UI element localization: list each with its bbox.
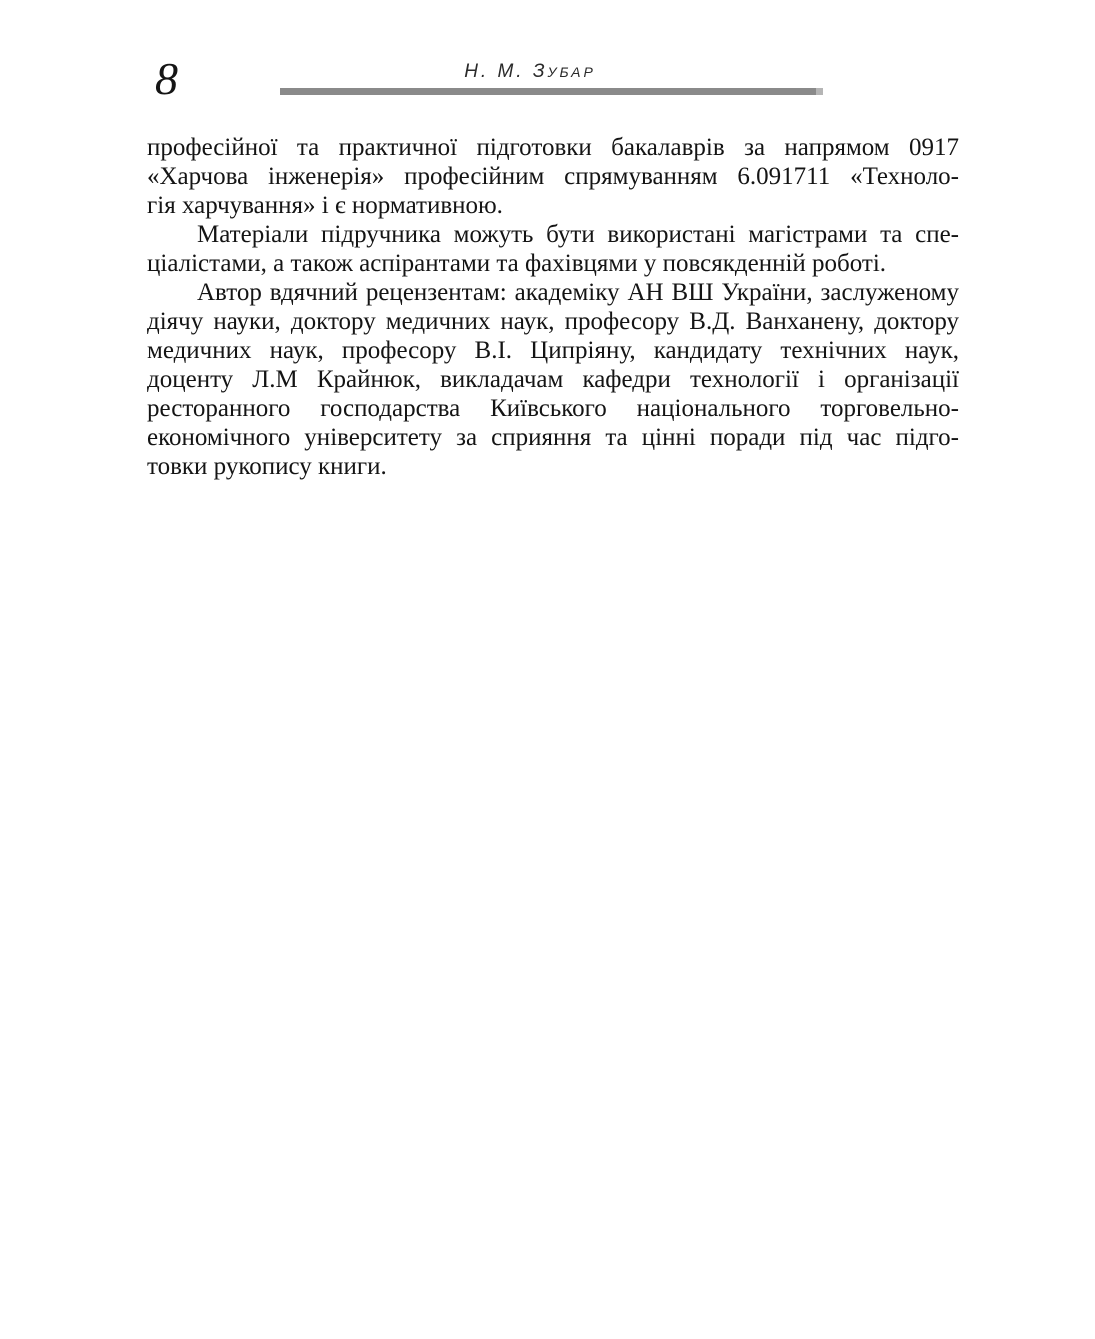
text-line: Матеріали підручника можуть бути використані магістрами та спе- (197, 221, 959, 248)
text-line: доценту Л.М Крайнюк, викладачам кафедри технології і організації (147, 366, 959, 393)
author-name-smallcaps: УБАР (547, 64, 596, 80)
running-header (230, 61, 830, 83)
text-line: ресторанного господарства Київського національного торговельно- (147, 395, 959, 422)
text-line: гія харчування» і є нормативною. (147, 192, 503, 219)
text-line: товки рукопису книги. (147, 453, 387, 480)
text-line: професійної та практичної підготовки бакалаврів за напрямом 0917 (147, 134, 959, 161)
text-line: «Харчова інженерія» професійним спрямуванням 6.091711 «Техноло- (147, 163, 959, 190)
text-line: економічного університету за сприяння та цінні поради під час підго- (147, 424, 959, 451)
text-line: Автор вдячний рецензентам: академіку АН ВШ України, заслуженому (197, 279, 959, 306)
author-name-lead: Н. М. З (464, 61, 548, 82)
body-text (147, 133, 959, 481)
text-line: медичних наук, професору В.І. Ципріяну, кандидату технічних наук, (147, 337, 959, 364)
text-line: ціалістами, а також аспірантами та фахівцями у повсякденній роботі. (147, 250, 887, 277)
header-rule (280, 88, 823, 95)
text-line: діячу науки, доктору медичних наук, професору В.Д. Ванханену, доктору (147, 308, 959, 335)
page-number: 8 (155, 53, 178, 104)
